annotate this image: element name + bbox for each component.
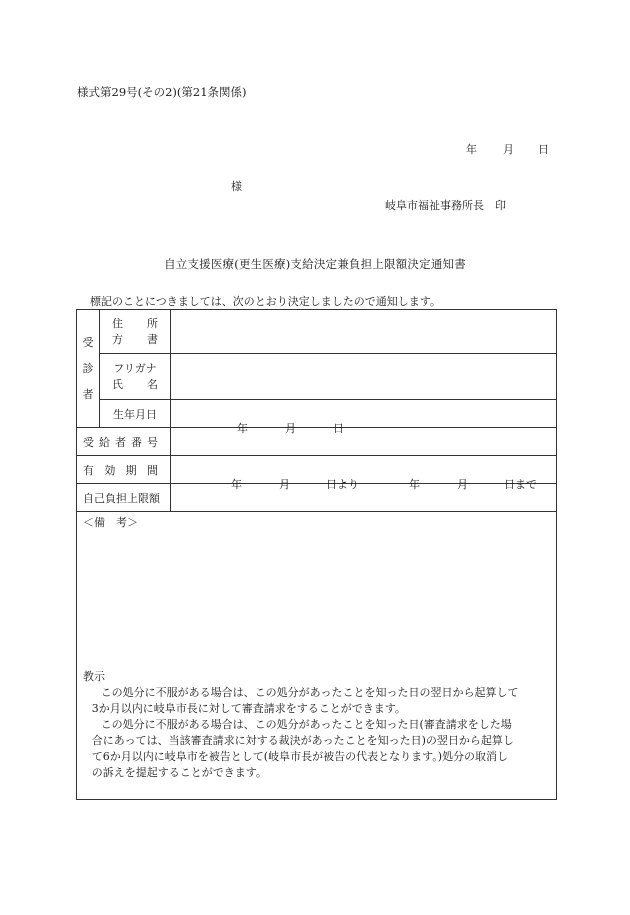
recipient-number-field[interactable] [171,428,557,456]
birth-day-label: 日 [333,421,344,435]
recipient-number-label: 受 給 者 番 号 [77,428,171,456]
instruction-heading: 教示 [83,670,105,683]
name-field[interactable] [171,354,557,400]
birth-row [77,400,557,428]
valid-to-year-label: 年 [409,477,420,491]
copay-limit-row [77,484,557,512]
instruction-paragraph-2: この処分に不服がある場合は、この処分があったことを知った日(審査請求をした場 合にあっては、当該審査請求に対する裁決があったことを知った日)の翌日から起算し て6か月以内に岐阜市を被告として(岐阜市長が被告の代表となります。)処分の取消し の訴えを提起することができます。 [91,718,514,779]
valid-from-day-label: 日より [326,477,359,491]
date-day-label: 日 [538,143,549,156]
valid-from-month-label: 月 [279,477,290,491]
date-year-label: 年 [466,143,477,156]
remarks-label: ＜備 考＞ [83,516,138,529]
valid-to-day-label: 日まで [504,477,537,491]
address-label: 住 所 方 書 [100,310,171,354]
name-row [77,354,557,400]
birth-year-label: 年 [237,421,248,435]
date-month-label: 月 [503,143,514,156]
copay-limit-label: 自己負担上限額 [77,484,171,512]
form-number: 様式第29号(その2)(第21条関係) [77,85,247,99]
remarks-row [77,512,557,800]
copay-limit-field[interactable] [171,484,557,512]
name-label: フリガナ 氏 名 [100,354,171,400]
remarks-cell [77,512,557,800]
instruction-body [83,685,550,781]
document-title: 自立支援医療(更生医療)支給決定兼負担上限額決定通知書 [164,257,466,271]
valid-to-month-label: 月 [457,477,468,491]
patient-group-label: 受 診 者 [77,310,100,428]
birth-label: 生年月日 [100,400,171,428]
valid-period-row [77,456,557,484]
valid-from-year-label: 年 [231,477,242,491]
recipient-number-row [77,428,557,456]
date-line [466,141,549,157]
valid-period-label: 有 効 期 間 [77,456,171,484]
addressee-suffix: 様 [231,180,242,193]
birth-field[interactable] [171,400,557,435]
issuer-name: 岐阜市福祉事務所長 印 [385,199,506,212]
instruction-paragraph-1: この処分に不服がある場合は、この処分があったことを知った日の翌日から起算して 3か月以内に岐阜市長に対して審査請求をすることができます。 [91,686,519,715]
address-field[interactable] [171,310,557,354]
birth-month-label: 月 [285,421,296,435]
intro-text: 標記のことにつきましては、次のとおり決定しましたので通知します。 [90,295,441,308]
address-row [77,310,557,354]
valid-period-field[interactable] [171,456,557,491]
decision-table [76,309,557,800]
